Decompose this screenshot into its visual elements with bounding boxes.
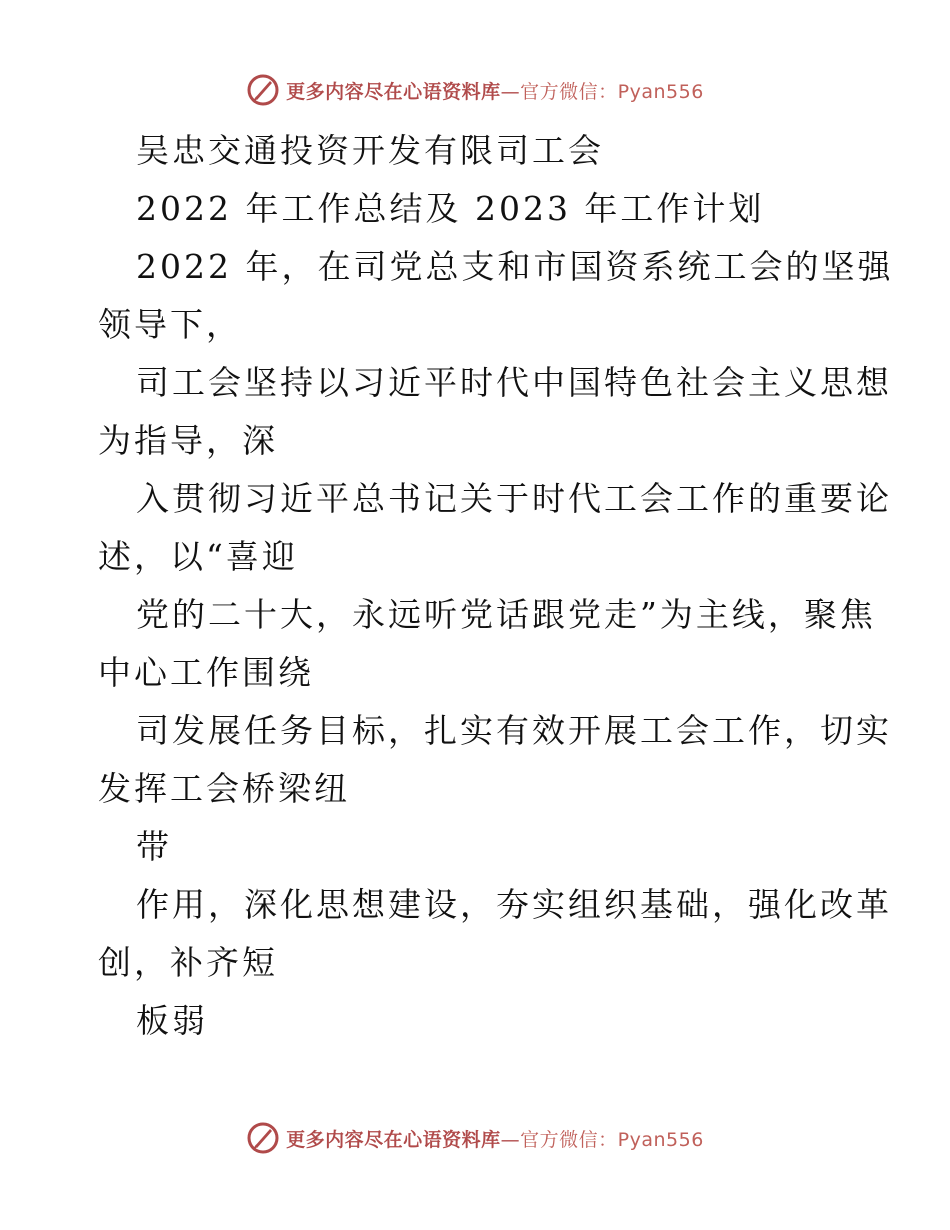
doc-line: 带 bbox=[136, 827, 172, 866]
watermark-brand: 更多内容尽在心语资料库 bbox=[286, 80, 501, 103]
watermark-contact: 官方微信：Pyan556 bbox=[520, 1128, 704, 1151]
watermark-text bbox=[286, 1125, 704, 1152]
watermark-text bbox=[286, 77, 704, 104]
doc-line: 领导下， bbox=[98, 305, 242, 344]
doc-line: 司发展任务目标，扎实有效开展工会工作，切实 bbox=[136, 711, 892, 750]
watermark-separator: — bbox=[500, 1128, 521, 1151]
watermark-contact: 官方微信：Pyan556 bbox=[520, 80, 704, 103]
doc-line: 述，以“喜迎 bbox=[98, 537, 298, 576]
doc-line: 党的二十大，永远听党话跟党走”为主线，聚焦 bbox=[136, 595, 876, 634]
doc-line: 为指导，深 bbox=[98, 421, 278, 460]
doc-line: 中心工作围绕 bbox=[98, 653, 314, 692]
doc-line: 板弱 bbox=[136, 1001, 208, 1040]
watermark-separator: — bbox=[500, 80, 521, 103]
doc-line: 司工会坚持以习近平时代中国特色社会主义思想 bbox=[136, 363, 892, 402]
watermark-brand: 更多内容尽在心语资料库 bbox=[286, 1128, 501, 1151]
doc-line: 作用，深化思想建设，夯实组织基础，强化改革 bbox=[136, 885, 892, 924]
quill-pen-logo-icon bbox=[246, 1121, 280, 1155]
doc-line: 2022 年工作总结及 2023 年工作计划 bbox=[136, 189, 765, 228]
quill-pen-logo-icon bbox=[246, 73, 280, 107]
doc-line: 入贯彻习近平总书记关于时代工会工作的重要论 bbox=[136, 479, 892, 518]
doc-line: 发挥工会桥梁纽 bbox=[98, 769, 350, 808]
doc-line: 创，补齐短 bbox=[98, 943, 278, 982]
doc-line: 吴忠交通投资开发有限司工会 bbox=[136, 131, 604, 170]
document-body bbox=[98, 122, 894, 1050]
header-watermark bbox=[0, 70, 950, 110]
footer-watermark bbox=[0, 1118, 950, 1158]
doc-line: 2022 年，在司党总支和市国资系统工会的坚强 bbox=[136, 247, 894, 286]
